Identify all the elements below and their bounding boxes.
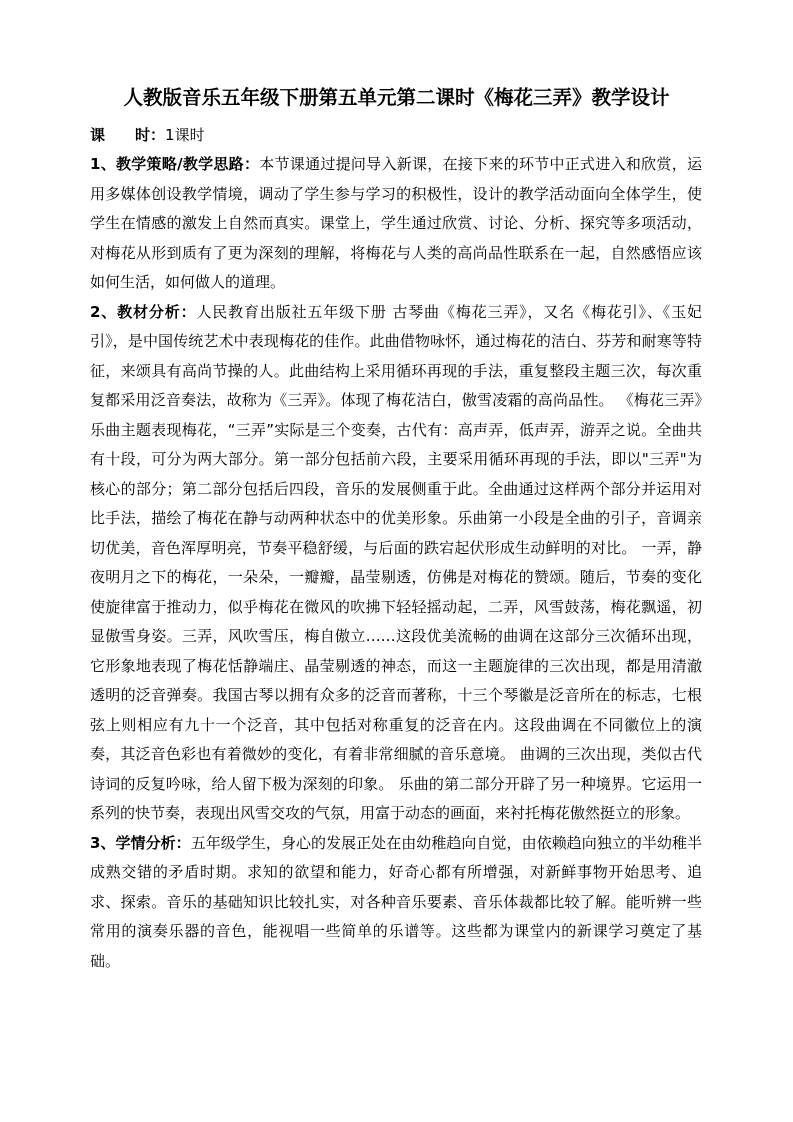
section-text: 人民教育出版社五年级下册 古琴曲《梅花三弄》，又名《梅花引》、《玉妃引》，是中国传统艺术中表现梅花的佳作。此曲借物咏怀，通过梅花的洁白、芬芳和耐寒等特征，来颂具有高尚节操的人。此曲结构上采用循环再现的手法，重复整段主题三次，每次重复都采用泛音奏法，故称为《三弄》。体现了梅花洁白，傲雪凌霜的高尚品性。 《梅花三弄》乐曲主题表现梅花，“三弄”实际是三个变奏，古代有：高声弄，低声弄，游弄之说。全曲共有十段，可分为两大部分。第一部分包括前六段，主要采用循环再现的手法，即以"三弄"为核心的部分；第二部分包括后四段，音乐的发展侧重于此。全曲通过这样两个部分并运用对比手法，描绘了梅花在静与动两种状态中的优美形象。乐曲第一小段是全曲的引子，音调亲切优美，音色浑厚明亮，节奏平稳舒缓，与后面的跌宕起伏形成生动鲜明的对比。 一弄，静夜明月之下的梅花，一朵朵，一瓣瓣，晶莹剔透，仿佛是对梅花的赞颂。随后，节奏的变化使旋律富于推动力，似乎梅花在微风的吹拂下轻轻摇动起，二弄，风雪鼓荡，梅花飘遥，初显傲雪身姿。三弄，风吹雪压，梅自傲立……这段优美流畅的曲调在这部分三次循环出现，它形象地表现了梅花恬静端庄、晶莹剔透的神态，而这一主题旋律的三次出现，都是用清澈透明的泛音弹奏。我国古琴以拥有众多的泛音而著称，十三个琴徽是泛音所在的标志，七根弦上则相应有九十一个泛音，其中包括对称重复的泛音在内。这段曲调在不同徽位上的演奏，其泛音色彩也有着微妙的变化，有着非常细腻的音乐意境。 曲调的三次出现，类似古代诗词的反复吟咏，给人留下极为深刻的印象。 乐曲的第二部分开辟了另一种境界。它运用一系列的快节奏，表现出风雪交攻的气氛，用富于动态的画面，来衬托梅花傲然挺立的形象。: [90, 302, 702, 822]
section-text: 本节课通过提问导入新课，在接下来的环节中正式进入和欣赏，运用多媒体创设教学情境，调动了学生参与学习的积极性，设计的教学活动面向全体学生，使学生在情感的激发上自然而真实。课堂上，学生通过欣赏、讨论、分析、探究等多项活动，对梅花从形到质有了更为深刻的理解，将梅花与人类的高尚品性联系在一起，自然感悟应该如何生活，如何做人的道理。: [90, 155, 702, 291]
section-heading: 1、教学策略/教学思路：: [90, 155, 260, 173]
duration-label-b: 时：: [135, 126, 166, 144]
section-heading: 2、教材分析：: [90, 302, 197, 321]
duration-value: 1课时: [165, 126, 205, 144]
section-material-analysis: [90, 298, 702, 829]
document-body: [90, 150, 702, 976]
section-teaching-strategy: [90, 150, 702, 298]
duration-label-a: 课: [90, 126, 106, 144]
section-heading: 3、学情分析：: [90, 833, 191, 852]
document-title: 人教版音乐五年级下册第五单元第二课时《梅花三弄》教学设计: [123, 86, 670, 109]
section-text: 五年级学生，身心的发展正处在由幼稚趋向自觉，由依赖趋向独立的半幼稚半成熟交错的矛盾时期。求知的欲望和能力，好奇心都有所增强，对新鲜事物开始思考、追求、探索。音乐的基础知识比较扎实，对各种音乐要素、音乐体裁都比较了解。能听辨一些常用的演奏乐器的音色，能视唱一些简单的乐谱等。这些都为课堂内的新课学习奠定了基础。: [90, 833, 702, 970]
section-student-analysis: [90, 829, 702, 977]
lesson-duration: [90, 124, 205, 145]
